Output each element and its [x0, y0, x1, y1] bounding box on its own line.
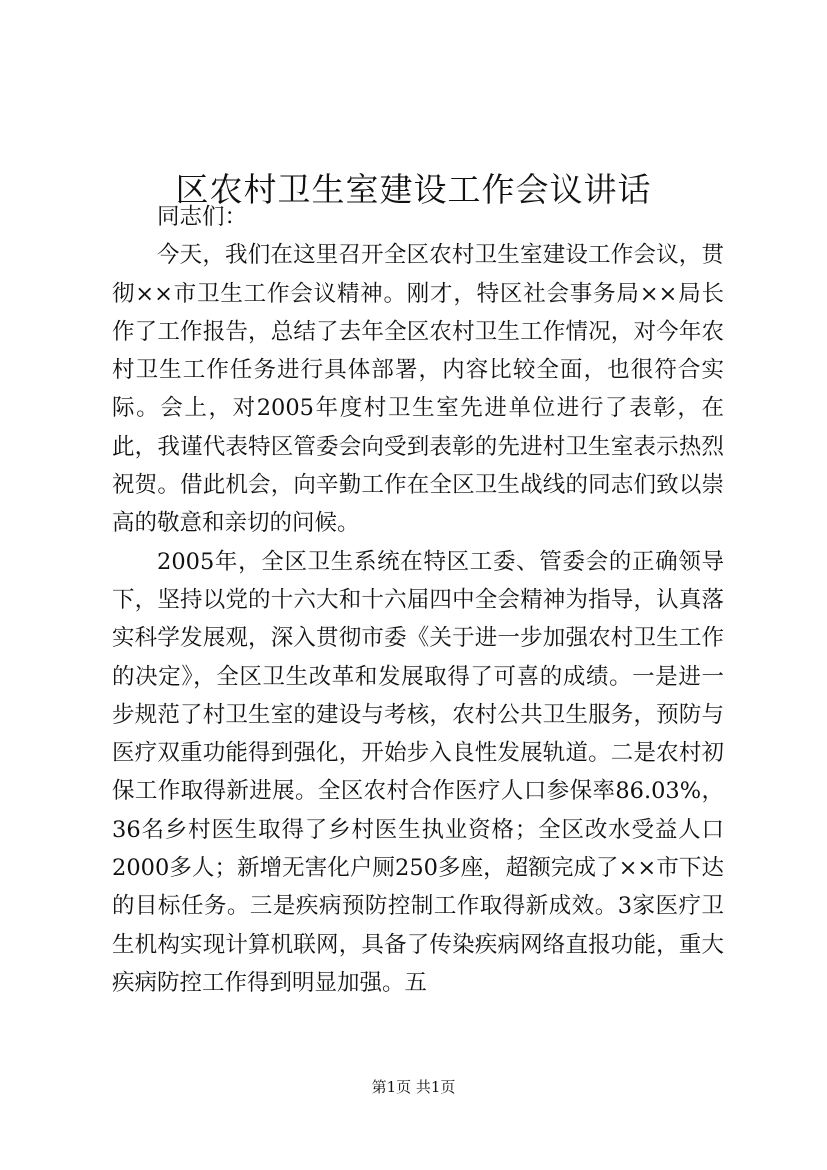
document-title: 区农村卫生室建设工作会议讲话 — [175, 170, 652, 210]
paragraph-2: 2005年，全区卫生系统在特区工委、管委会的正确领导下，坚持以党的十六大和十六届四中全会精神为指导，认真落实科学发展观，深入贯彻市委《关于进一步加强农村卫生工作的决定》，全区卫生改革和发展取得了可喜的成绩。一是进一步规范了村卫生室的建设与考核，农村公共卫生服务，预防与医疗双重功能得到强化，开始步入良性发展轨道。二是农村初保工作取得新进展。全区农村合作医疗人口参保率86.03%，36名乡村医生取得了乡村医生执业资格；全区改水受益人口2000多人；新增无害化户厕250多座，超额完成了××市下达的目标任务。三是疾病预防控制工作取得新成效。3家医疗卫生机构实现计算机联网，具备了传染疾病网络直报功能，重大疾病防控工作得到明显加强。五 — [112, 548, 724, 996]
page-footer: 第1页 共1页 — [371, 1078, 456, 1096]
paragraph-1: 今天，我们在这里召开全区农村卫生室建设工作会议，贯彻××市卫生工作会议精神。刚才，特区社会事务局××局长作了工作报告，总结了去年全区农村卫生工作情况，对今年农村卫生工作任务进行具体部署，内容比较全面，也很符合实际。会上，对2005年度村卫生室先进单位进行了表彰，在此，我谨代表特区管委会向受到表彰的先进村卫生室表示热烈祝贺。借此机会，向辛勤工作在全区卫生战线的同志们致以崇高的敬意和亲切的问候。 — [112, 242, 724, 537]
salutation: 同志们： — [157, 204, 248, 230]
document-body — [112, 198, 724, 1002]
